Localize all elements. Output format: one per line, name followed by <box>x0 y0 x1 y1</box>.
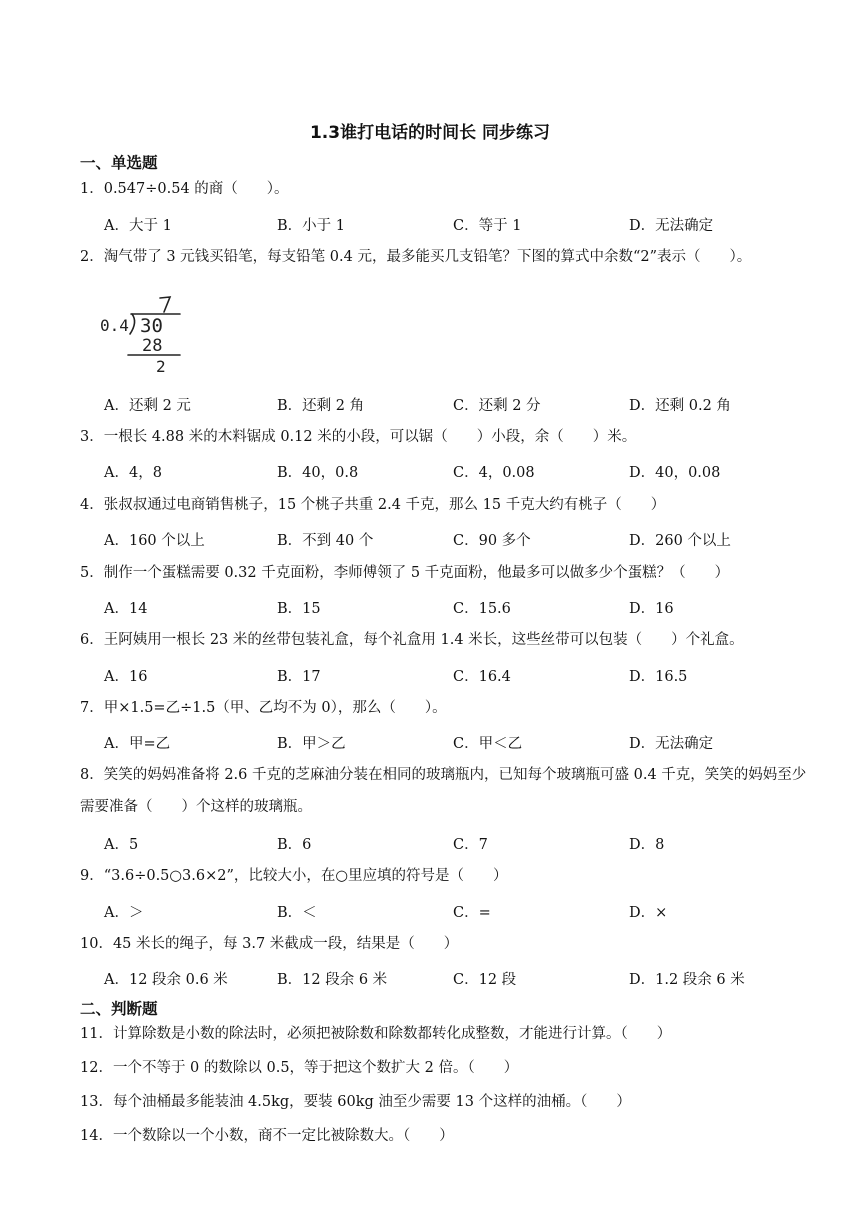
divisor-text: 0.4 <box>100 316 129 335</box>
option-d: D．260 个以上 <box>629 533 731 549</box>
question-3-options <box>104 461 824 483</box>
option-a: A．12 段余 0.6 米 <box>104 972 228 988</box>
option-d: D．16 <box>629 601 674 617</box>
question-3: 3．一根长 4.88 米的木料锯成 0.12 米的小段，可以锯（ ）小段，余（ ）米。 <box>80 429 637 445</box>
product-text: 28 <box>142 336 163 356</box>
option-b: B．还剩 2 角 <box>277 398 365 414</box>
option-a: A．4，8 <box>104 465 162 481</box>
judgment-14: 14．一个数除以一个小数，商不一定比被除数大。（ ） <box>80 1128 454 1144</box>
question-1-options <box>104 214 824 236</box>
option-c: C．7 <box>453 837 488 853</box>
option-b: B．＜ <box>277 905 317 921</box>
question-7-options <box>104 732 824 754</box>
option-a: A．大于 1 <box>104 218 172 234</box>
option-d: D．还剩 0.2 角 <box>629 398 731 414</box>
handwritten-division-image <box>100 288 190 376</box>
question-5-options <box>104 597 824 619</box>
question-5: 5．制作一个蛋糕需要 0.32 千克面粉，李师傅领了 5 千克面粉，他最多可以做多少个蛋糕？（ ） <box>80 565 730 581</box>
option-a: A．160 个以上 <box>104 533 205 549</box>
option-c: C．16.4 <box>453 669 511 685</box>
option-a: A．5 <box>104 837 139 853</box>
option-a: A．16 <box>104 669 148 685</box>
judgment-12: 12．一个不等于 0 的数除以 0.5，等于把这个数扩大 2 倍。（ ） <box>80 1060 519 1076</box>
option-c: C．12 段 <box>453 972 517 988</box>
question-4-options <box>104 529 824 551</box>
question-6: 6．王阿姨用一根长 23 米的丝带包装礼盒，每个礼盒用 1.4 米长，这些丝带可以包装（ ）个礼盒。 <box>80 632 744 648</box>
option-d: D．无法确定 <box>629 736 714 752</box>
option-d: D．40，0.08 <box>629 465 721 481</box>
option-b: B．40，0.8 <box>277 465 359 481</box>
option-a: A．还剩 2 元 <box>104 398 191 414</box>
option-b: B．不到 40 个 <box>277 533 374 549</box>
question-2-options <box>104 394 824 416</box>
option-b: B．15 <box>277 601 321 617</box>
judgment-11: 11．计算除数是小数的除法时，必须把被除数和除数都转化成整数，才能进行计算。（ ） <box>80 1026 672 1042</box>
question-4: 4．张叔叔通过电商销售桃子，15 个桃子共重 2.4 千克，那么 15 千克大约有桃子（ ） <box>80 497 666 513</box>
question-8-options <box>104 833 824 855</box>
option-c: C．= <box>453 905 491 921</box>
option-b: B．12 段余 6 米 <box>277 972 388 988</box>
question-8: 8．笑笑的妈妈准备将 2.6 千克的芝麻油分装在相同的玻璃瓶内，已知每个玻璃瓶可盛 0.4 千克，笑笑的妈妈至少需要准备（ ）个这样的玻璃瓶。 <box>80 767 807 815</box>
section-single-choice: 一、单选题 <box>80 154 158 172</box>
option-a: A．＞ <box>104 905 144 921</box>
question-10-options <box>104 968 824 990</box>
judgment-13: 13．每个油桶最多能装油 4.5kg，要装 60kg 油至少需要 13 个这样的油桶。（ ） <box>80 1094 631 1110</box>
question-2: 2．淘气带了 3 元钱买铅笔，每支铅笔 0.4 元，最多能买几支铅笔？下图的算式中余数“2”表示（ ）。 <box>80 249 752 265</box>
option-c: C．15.6 <box>453 601 511 617</box>
option-c: C．甲＜乙 <box>453 736 523 752</box>
page-title: 1.3谁打电话的时间长 同步练习 <box>309 123 551 143</box>
question-9-options <box>104 901 824 923</box>
option-c: C．4，0.08 <box>453 465 535 481</box>
remainder-text: 2 <box>156 357 166 376</box>
question-7: 7．甲×1.5=乙÷1.5（甲、乙均不为 0），那么（ ）。 <box>80 700 447 716</box>
option-c: C．90 多个 <box>453 533 531 549</box>
option-b: B．甲＞乙 <box>277 736 346 752</box>
option-c: C．等于 1 <box>453 218 522 234</box>
quotient-digit-7 <box>160 297 170 312</box>
option-b: B．17 <box>277 669 321 685</box>
option-a: A．14 <box>104 601 148 617</box>
option-c: C．还剩 2 分 <box>453 398 541 414</box>
option-a: A．甲=乙 <box>104 736 171 752</box>
option-d: D．× <box>629 905 668 921</box>
dividend-text: 30 <box>140 315 163 337</box>
option-d: D．1.2 段余 6 米 <box>629 972 745 988</box>
section-true-false: 二、判断题 <box>80 1000 158 1018</box>
question-9: 9．“3.6÷0.5○3.6×2”，比较大小，在○里应填的符号是（ ） <box>80 868 508 884</box>
option-b: B．6 <box>277 837 312 853</box>
option-d: D．无法确定 <box>629 218 714 234</box>
question-1: 1．0.547÷0.54 的商（ ）。 <box>80 181 289 197</box>
option-d: D．16.5 <box>629 669 688 685</box>
option-d: D．8 <box>629 837 665 853</box>
question-10: 10．45 米长的绳子，每 3.7 米截成一段，结果是（ ） <box>80 936 459 952</box>
option-b: B．小于 1 <box>277 218 345 234</box>
question-6-options <box>104 665 824 687</box>
